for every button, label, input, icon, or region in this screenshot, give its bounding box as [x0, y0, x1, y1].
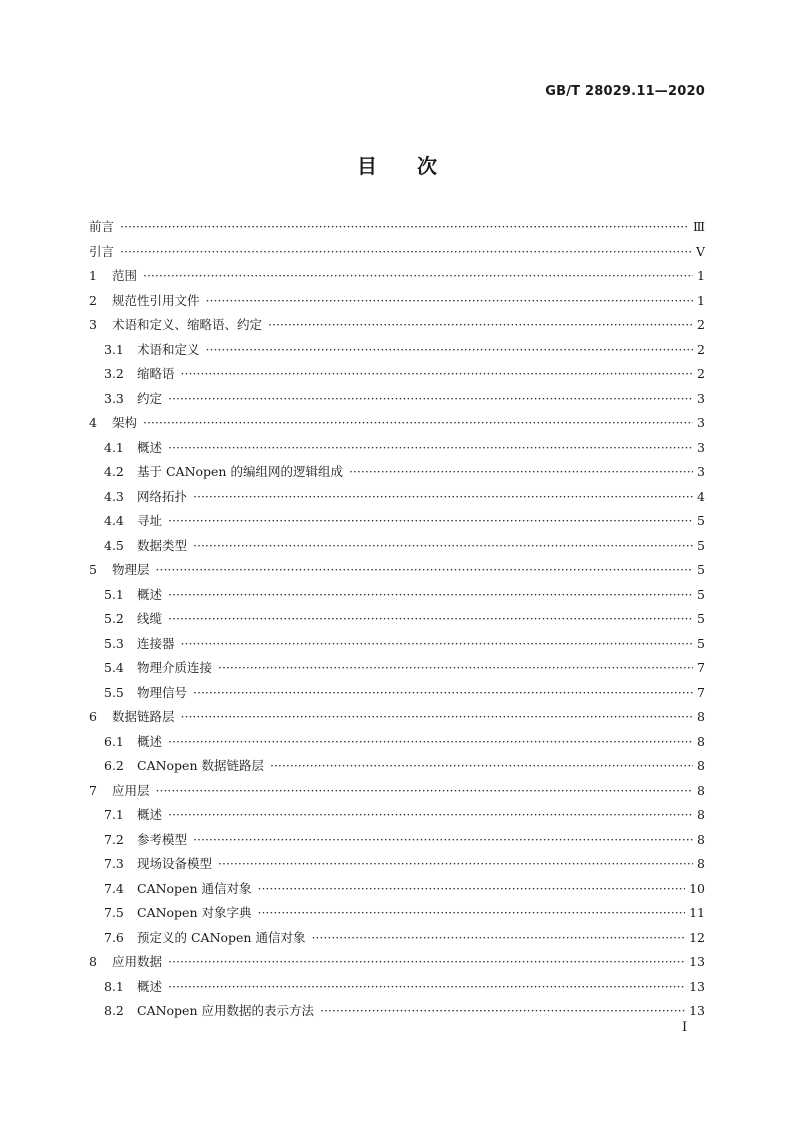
- toc-entry[interactable]: [89, 215, 705, 240]
- toc-leader-dots: [320, 999, 685, 1024]
- toc-leader-dots: [156, 558, 693, 583]
- toc-leader-dots: [168, 583, 693, 608]
- toc-leader-dots: [193, 485, 693, 510]
- toc-leader-dots: [218, 656, 693, 681]
- table-of-contents: [89, 215, 705, 1024]
- toc-entry[interactable]: [89, 779, 705, 804]
- toc-entry[interactable]: [89, 901, 705, 926]
- toc-entry-label: CANopen 应用数据的表示方法: [137, 1003, 314, 1018]
- toc-entry-label: 概述: [137, 586, 163, 602]
- toc-entry-number: 4: [89, 415, 97, 430]
- toc-entry-label: 引言: [89, 243, 115, 259]
- toc-entry-page: 8: [697, 856, 705, 871]
- toc-entry-label: CANopen 通信对象: [137, 880, 252, 896]
- toc-entry-label: 基于 CANopen 的编组网的逻辑组成: [137, 464, 343, 479]
- toc-entry-label: 术语和定义: [137, 341, 200, 357]
- toc-entry-number: 2: [89, 292, 97, 308]
- toc-entry[interactable]: [89, 632, 705, 657]
- toc-entry-label: 寻址: [137, 513, 163, 528]
- toc-entry-number: 4.4: [104, 513, 124, 528]
- toc-leader-dots: [168, 950, 685, 975]
- toc-entry-label: 数据链路层: [112, 709, 175, 724]
- toc-entry-label: 线缆: [137, 611, 163, 626]
- toc-leader-dots: [193, 681, 693, 706]
- toc-leader-dots: [168, 607, 693, 632]
- toc-entry-page: 1: [697, 292, 705, 308]
- toc-entry-label: CANopen 对象字典: [137, 905, 252, 920]
- toc-entry-label: 前言: [89, 219, 115, 234]
- toc-entry[interactable]: [89, 240, 705, 265]
- toc-entry-page: 12: [689, 929, 705, 945]
- toc-title: [0, 150, 794, 179]
- toc-entry[interactable]: [89, 999, 705, 1024]
- toc-entry-page: 8: [697, 807, 705, 822]
- toc-leader-dots: [168, 509, 693, 534]
- toc-entry-label: 概述: [137, 978, 163, 994]
- toc-entry-page: 5: [697, 537, 705, 553]
- toc-leader-dots: [143, 264, 693, 289]
- toc-leader-dots: [270, 754, 693, 779]
- toc-leader-dots: [168, 975, 685, 1000]
- toc-entry-number: 5.4: [104, 660, 124, 675]
- toc-entry-page: 1: [697, 268, 705, 283]
- toc-entry-page: 3: [697, 390, 705, 406]
- toc-entry[interactable]: [89, 460, 705, 485]
- toc-entry-label: 范围: [112, 268, 138, 283]
- toc-entry-label: 应用层: [112, 782, 150, 798]
- toc-entry-label: 参考模型: [137, 831, 188, 847]
- toc-title-text: 目次: [357, 154, 477, 178]
- toc-entry-number: 6.1: [104, 733, 124, 749]
- toc-entry-label: 概述: [137, 807, 163, 822]
- toc-entry-label: 现场设备模型: [137, 856, 213, 871]
- toc-leader-dots: [257, 901, 685, 926]
- toc-entry-page: 8: [697, 758, 705, 773]
- toc-entry-label: 数据类型: [137, 537, 188, 553]
- toc-entry[interactable]: [89, 926, 705, 951]
- toc-entry-page: 5: [697, 635, 705, 651]
- toc-entry[interactable]: [89, 558, 705, 583]
- toc-entry-label: 预定义的 CANopen 通信对象: [137, 929, 306, 945]
- toc-leader-dots: [181, 362, 693, 387]
- toc-leader-dots: [168, 436, 693, 461]
- toc-entry-label: 约定: [137, 390, 163, 406]
- toc-entry-page: 8: [697, 782, 705, 798]
- toc-entry[interactable]: [89, 534, 705, 559]
- toc-leader-dots: [193, 534, 693, 559]
- toc-entry-number: 4.2: [104, 464, 124, 479]
- toc-entry-number: 4.5: [104, 537, 124, 553]
- toc-entry-number: 5.5: [104, 684, 124, 700]
- toc-entry-number: 6: [89, 709, 97, 724]
- toc-entry[interactable]: [89, 803, 705, 828]
- toc-entry[interactable]: [89, 436, 705, 461]
- toc-entry-number: 5.1: [104, 586, 124, 602]
- toc-entry-label: 连接器: [137, 635, 175, 651]
- toc-entry-page: 3: [697, 415, 705, 430]
- toc-entry-page: 3: [697, 464, 705, 479]
- toc-entry-page: 5: [697, 611, 705, 626]
- toc-entry[interactable]: [89, 705, 705, 730]
- toc-entry[interactable]: [89, 656, 705, 681]
- toc-entry-number: 5.3: [104, 635, 124, 651]
- toc-entry[interactable]: [89, 950, 705, 975]
- toc-entry-number: 5.2: [104, 611, 124, 626]
- toc-entry-page: 8: [697, 709, 705, 724]
- toc-leader-dots: [168, 803, 693, 828]
- toc-entry-number: 1: [89, 268, 97, 283]
- toc-entry[interactable]: [89, 485, 705, 510]
- standard-number: GB/T 28029.11—2020: [545, 84, 705, 99]
- toc-entry-number: 7.3: [104, 856, 124, 871]
- toc-entry-number: 6.2: [104, 758, 124, 773]
- toc-entry-number: 5: [89, 562, 97, 577]
- toc-leader-dots: [349, 460, 693, 485]
- toc-entry-page: V: [695, 243, 705, 259]
- toc-entry-number: 4.1: [104, 439, 124, 455]
- toc-entry[interactable]: [89, 264, 705, 289]
- toc-entry-page: 3: [697, 439, 705, 455]
- toc-entry-label: 术语和定义、缩略语、约定: [112, 317, 263, 332]
- toc-entry-page: 10: [689, 880, 705, 896]
- toc-leader-dots: [268, 313, 693, 338]
- toc-entry-number: 3.2: [104, 366, 124, 381]
- toc-entry-page: 7: [697, 684, 705, 700]
- toc-entry-number: 3.3: [104, 390, 124, 406]
- toc-leader-dots: [206, 338, 693, 363]
- toc-leader-dots: [143, 411, 693, 436]
- toc-entry-label: 应用数据: [112, 954, 163, 969]
- toc-entry-label: 架构: [112, 415, 138, 430]
- toc-leader-dots: [181, 632, 693, 657]
- toc-entry-label: 规范性引用文件: [112, 292, 200, 308]
- toc-entry-number: 8.1: [104, 978, 124, 994]
- toc-entry-page: 2: [697, 341, 705, 357]
- toc-entry-number: 7.1: [104, 807, 124, 822]
- toc-entry[interactable]: [89, 509, 705, 534]
- toc-entry-page: 8: [697, 733, 705, 749]
- toc-entry[interactable]: [89, 877, 705, 902]
- toc-entry-label: 概述: [137, 733, 163, 749]
- toc-entry-label: 缩略语: [137, 366, 175, 381]
- toc-entry[interactable]: [89, 583, 705, 608]
- toc-entry-number: 8.2: [104, 1003, 124, 1018]
- toc-entry-number: 3: [89, 317, 97, 332]
- toc-entry[interactable]: [89, 681, 705, 706]
- toc-entry-page: 5: [697, 513, 705, 528]
- toc-entry[interactable]: [89, 852, 705, 877]
- toc-entry[interactable]: [89, 730, 705, 755]
- toc-leader-dots: [257, 877, 685, 902]
- toc-leader-dots: [218, 852, 693, 877]
- toc-entry[interactable]: [89, 289, 705, 314]
- toc-entry-number: 7.5: [104, 905, 124, 920]
- toc-entry[interactable]: [89, 754, 705, 779]
- toc-leader-dots: [168, 730, 693, 755]
- toc-leader-dots: [120, 215, 689, 240]
- toc-leader-dots: [120, 240, 692, 265]
- toc-entry[interactable]: [89, 362, 705, 387]
- toc-entry[interactable]: [89, 338, 705, 363]
- toc-entry-label: 物理信号: [137, 684, 188, 700]
- toc-entry-label: 物理层: [112, 562, 150, 577]
- toc-entry-page: 4: [697, 488, 705, 504]
- toc-entry-number: 7.6: [104, 929, 124, 945]
- toc-entry[interactable]: [89, 975, 705, 1000]
- toc-leader-dots: [311, 926, 685, 951]
- toc-entry[interactable]: [89, 411, 705, 436]
- toc-entry[interactable]: [89, 607, 705, 632]
- toc-leader-dots: [193, 828, 693, 853]
- toc-entry-page: Ⅲ: [692, 219, 705, 234]
- toc-entry-page: 11: [689, 905, 705, 920]
- page-folio: I: [682, 1020, 688, 1035]
- toc-entry-number: 7: [89, 782, 97, 798]
- toc-entry-number: 3.1: [104, 341, 124, 357]
- toc-entry-label: CANopen 数据链路层: [137, 758, 264, 773]
- toc-entry-label: 网络拓扑: [137, 488, 188, 504]
- toc-entry-page: 13: [689, 1003, 705, 1018]
- toc-leader-dots: [156, 779, 693, 804]
- toc-leader-dots: [206, 289, 693, 314]
- toc-entry-number: 7.4: [104, 880, 124, 896]
- toc-entry-page: 13: [689, 954, 705, 969]
- toc-entry-page: 2: [697, 317, 705, 332]
- toc-entry[interactable]: [89, 313, 705, 338]
- toc-entry-number: 7.2: [104, 831, 124, 847]
- toc-entry-label: 物理介质连接: [137, 660, 213, 675]
- toc-entry[interactable]: [89, 387, 705, 412]
- toc-entry[interactable]: [89, 828, 705, 853]
- toc-entry-page: 2: [697, 366, 705, 381]
- toc-leader-dots: [168, 387, 693, 412]
- toc-entry-number: 4.3: [104, 488, 124, 504]
- toc-leader-dots: [181, 705, 693, 730]
- toc-entry-page: 5: [697, 562, 705, 577]
- toc-entry-page: 5: [697, 586, 705, 602]
- toc-entry-page: 13: [689, 978, 705, 994]
- toc-entry-page: 8: [697, 831, 705, 847]
- toc-entry-number: 8: [89, 954, 97, 969]
- toc-entry-label: 概述: [137, 439, 163, 455]
- toc-entry-page: 7: [697, 660, 705, 675]
